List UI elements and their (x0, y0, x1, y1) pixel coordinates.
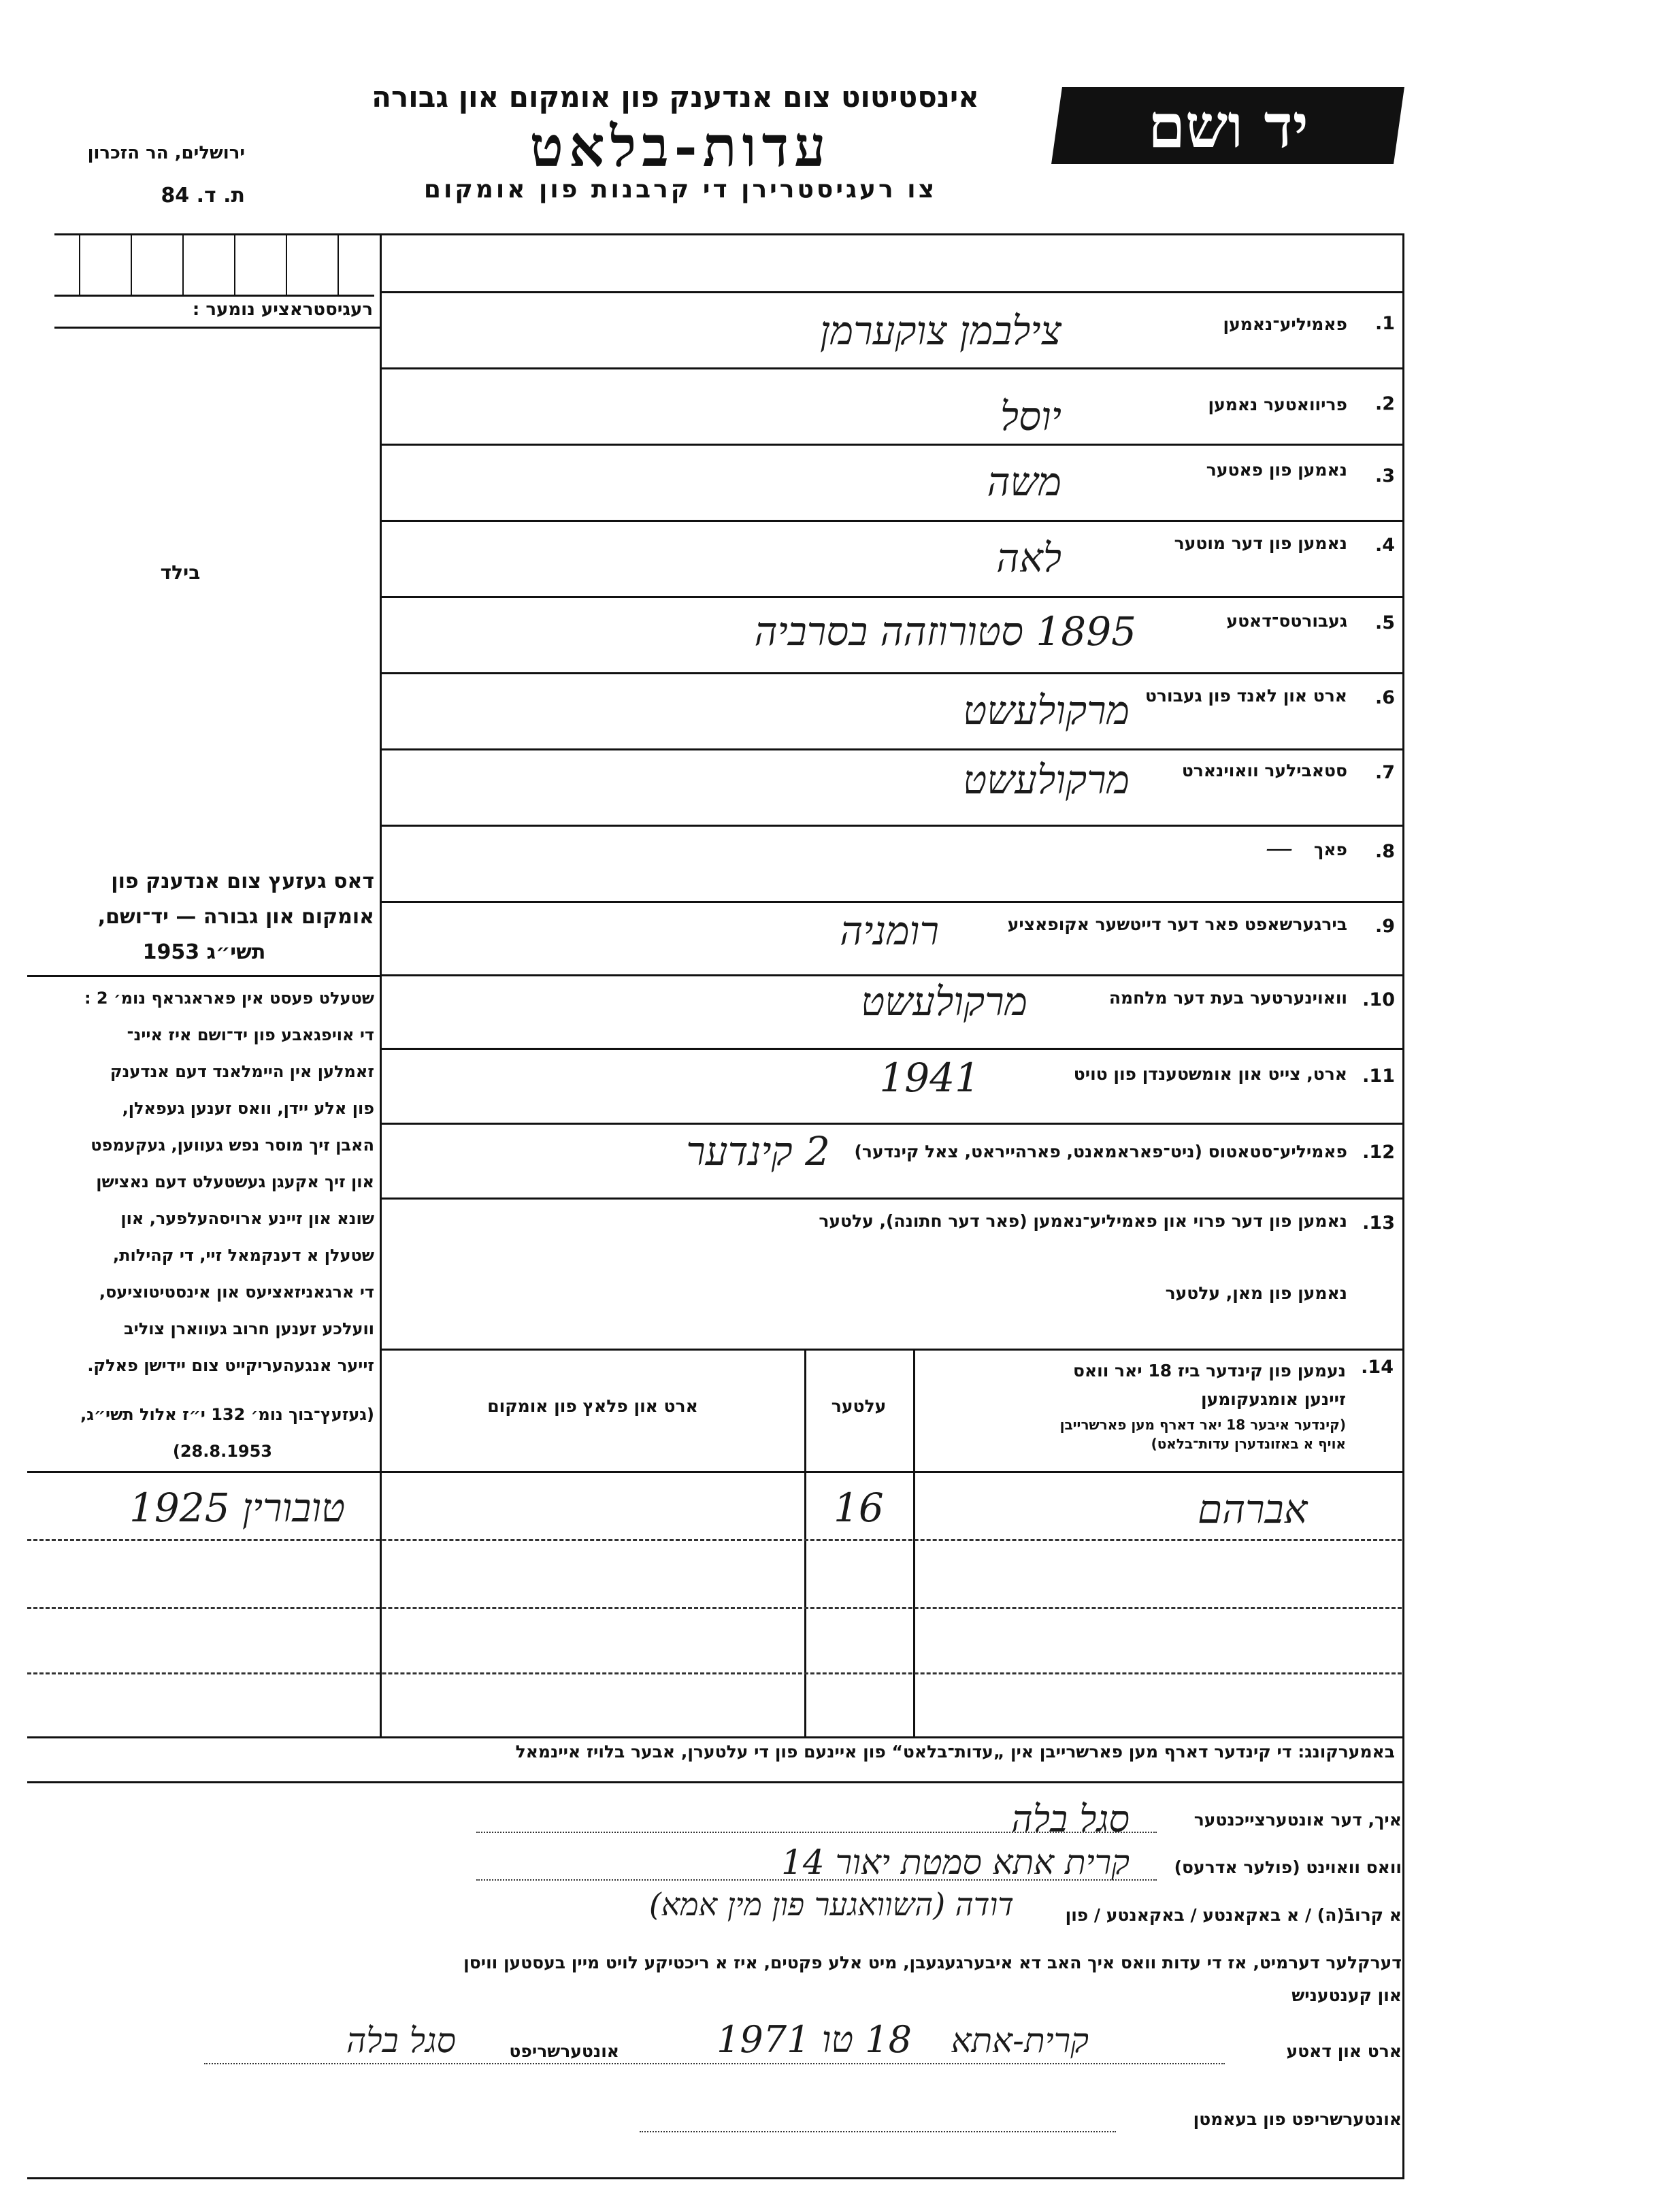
logo-text: יד ושם (1148, 90, 1308, 161)
field-row-9 (381, 902, 1402, 976)
field-row-12 (381, 1124, 1402, 1197)
field-label: נאמען פון פאטער (1206, 460, 1347, 480)
law-title (34, 864, 374, 970)
remark-bottom-line (27, 1781, 1403, 1783)
field-row-3 (381, 445, 1402, 518)
field-value: מרקולעשט (963, 757, 1130, 803)
law-divider (27, 975, 380, 977)
witness-relation-value: דודה (השוואגער פון מין אמא) (648, 1886, 1014, 1923)
frame-bottom (27, 2177, 1404, 2179)
law-title-line-2: אומקום און גבורה — יד־ושם, (97, 905, 374, 929)
field-number: 8. (1374, 841, 1395, 862)
city-line: ירושלים, הר הזכרון (87, 143, 245, 163)
law-line: זאמלען אין היימלאנד דעם אנדענק (110, 1062, 374, 1081)
field-number: 1. (1374, 313, 1395, 334)
field-number: 11. (1362, 1066, 1395, 1087)
field-row-1 (381, 293, 1402, 366)
page-title: עדות-בלאט (529, 114, 831, 180)
field-value: יוסל (1000, 393, 1061, 440)
children-header-line (27, 1471, 1403, 1473)
field-label: פאמיליע־סטאטוס (ניט־פאראמאנט, פארהייראט, צאל קינדער) (854, 1142, 1347, 1161)
registration-label: רעגיסטראציע נומער : (192, 299, 373, 320)
children-row (27, 1474, 1402, 1549)
child-age: 16 (834, 1485, 884, 1531)
field-value: רומניה (840, 908, 939, 954)
field-number: 4. (1374, 535, 1395, 556)
field-label: געבורטס־דאטע (1226, 611, 1347, 631)
child-extra: טובורין 1925 (129, 1485, 346, 1531)
field-value: משה (987, 459, 1061, 505)
photo-label: בילד (160, 561, 201, 584)
law-line: שטעלט פעסט אין פאראגראף נומ׳ 2 : (84, 989, 374, 1008)
field-row-11 (381, 1049, 1402, 1123)
field-label: ארט, צייט און אומשטענדן פון טויט (1073, 1064, 1347, 1084)
page-subtitle: צו רעגיסטרירן די קרבנות פון אומקום (423, 176, 938, 203)
field-value: מרקולעשט (963, 687, 1130, 733)
field-number: 2. (1374, 393, 1395, 414)
field-label: פאך (1313, 840, 1347, 859)
registration-boxes (54, 233, 374, 297)
field-label: נאמען פון דער מוטער (1174, 533, 1347, 553)
child-name: אברהם (1198, 1486, 1308, 1532)
witness-name-line (476, 1832, 1157, 1833)
children-label (1073, 1357, 1346, 1414)
col-header-place: ארט און פלאץ פון אומקום (487, 1396, 698, 1416)
field-value: 1941 (879, 1055, 980, 1101)
field-label: פריוואטער נאמען (1208, 395, 1347, 414)
field-label: בירגערשאפט פאר דער דייטשער אקופאציע (1007, 914, 1347, 934)
field-label: סטאבילער וואוינארט (1181, 761, 1347, 780)
law-footnote: (געזעץ־בוך נומ׳ 132 י״ז אלול תשי״ג, (80, 1405, 374, 1424)
field-label: וואוינערטער בעת דער מלחמה (1108, 988, 1347, 1008)
field-label: נאמען פון דער פרוי און פאמיליע־נאמען (פאר דער חתונה), עלטער (819, 1211, 1347, 1231)
institute-line: אינסטיטוט צום אנדענק פון אומקום און גבורה (372, 80, 979, 114)
law-line: זייער אנגעהעריקייט צום יידישן פאלק. (87, 1356, 374, 1375)
field-number: 12. (1362, 1142, 1395, 1163)
registration-divider (54, 327, 380, 329)
col-header-age: עלטער (831, 1396, 887, 1416)
field-value: 1895 סטורוזהה בסרביה (754, 608, 1136, 655)
field-label: ארט און לאנד פון געבורט (1144, 686, 1347, 706)
law-line: און זיך אקעגן געשטעלט דעם נאצישן (96, 1172, 374, 1191)
declaration-line-1: דערקלער דערמיט, אז די עדות וואס איך האב דא איבערגעגעבן, מיט אלע פקטים, איז א ריכטיקע לויט מיין בעסטען וויסן (463, 1953, 1402, 1972)
witness-address-label: וואס וואוינט (פולער אדרעס) (1174, 1857, 1402, 1877)
law-title-line-3: תשי״ג 1953 (142, 940, 266, 964)
place-date-line (204, 2063, 1225, 2064)
field-number: 6. (1374, 687, 1395, 708)
official-signature-line (640, 2131, 1116, 2132)
witness-name-label: איך, דער אונטערצייכנטער (1193, 1810, 1402, 1830)
field-value: צילבמן צוקערמן (819, 308, 1061, 354)
law-line: פון אלע יידן, וואס זענען געפאלן, (122, 1099, 374, 1118)
law-text (20, 980, 374, 1470)
field-row-2 (381, 369, 1402, 442)
children-number: 14. (1361, 1357, 1394, 1378)
place-date-label: ארט און דאטע (1286, 2041, 1402, 2061)
children-note-line: אויף א באזונדערן עדות־בלאט) (1151, 1436, 1346, 1452)
signature-value: סגל בלה (346, 2021, 456, 2060)
law-line: שטעלן א דענקמאל זיי, די קהילות, (112, 1246, 374, 1265)
children-row-line (27, 1672, 1402, 1674)
field-value: — (1266, 833, 1293, 864)
children-note (1060, 1415, 1346, 1453)
field-row-7 (381, 750, 1402, 823)
witness-relation-label: א קרובֿ(ה) / א באקאנטע / באקאנטע / פון (1065, 1905, 1402, 1925)
field-13b-label: נאמען פון מאן, עלטער (1165, 1283, 1347, 1303)
field-value: מרקולעשט (861, 978, 1027, 1025)
law-line: די ארגאניזאציעס און אינסטיטוציעס, (99, 1283, 374, 1302)
official-signature-label: אונטערשריפט פון בעאמטן (1193, 2109, 1402, 2129)
children-label-line: נעמען פון קינדער ביז 18 יאר וואס (1072, 1361, 1346, 1381)
children-top-line (381, 1349, 1403, 1351)
law-line: וועלכע זענען חרוב געווארן צוליב (124, 1319, 374, 1338)
field-row-10 (381, 976, 1402, 1049)
place-date-value: קרית-אתא (951, 2021, 1089, 2060)
field-number: 5. (1374, 612, 1395, 633)
field-row-6 (381, 674, 1402, 747)
children-header (916, 1354, 1400, 1470)
signature-label: אונטערשריפט (509, 2041, 619, 2061)
children-note-line: (קינדער איבער 18 יאר דארף מען פארשרייבן (1059, 1417, 1346, 1433)
law-line: שונא און זיינע ארויסהעלפער, און (120, 1209, 374, 1228)
field-number: 7. (1374, 762, 1395, 783)
law-line: די אויפגאבע פון יד־ושם איז איינ־ (127, 1025, 374, 1044)
field-row-8 (381, 826, 1402, 899)
witness-name-value: סגל בלה (1011, 1798, 1130, 1840)
field-value: לאה (996, 535, 1061, 581)
children-row-line (27, 1607, 1402, 1609)
field-row-13 (381, 1199, 1402, 1349)
field-value: 2 קינדער (686, 1128, 830, 1174)
field-number: 9. (1374, 916, 1395, 937)
children-row-line (27, 1539, 1402, 1541)
remark-text: באמערקונג: די קינדער דארף מען פארשרייבן אין „עדות־בלאט“ פון איינעם פון די עלטערן, אבער בלויז איינמאל (515, 1742, 1395, 1762)
field-label: פאמיליע־נאמען (1223, 314, 1347, 334)
frame-right (1402, 233, 1404, 2179)
field-number: 10. (1362, 989, 1395, 1010)
witness-address-line (476, 1879, 1157, 1881)
law-line: האבן זיך מוסר נפש געווען, געקעמפט (90, 1136, 374, 1155)
remark-top-line (27, 1736, 1403, 1738)
po-box: ת. ד. 84 (161, 184, 245, 208)
law-title-line-1: דאס געזעץ צום אנדענק פון (111, 870, 374, 893)
date-value: 18 טו 1971 (717, 2018, 912, 2061)
children-label-line: זיינען אומגעקומען (1200, 1389, 1346, 1409)
witness-address-value: קרית אתא סמטת יאור 14 (781, 1843, 1130, 1882)
law-date: 28.8.1953) (172, 1442, 272, 1461)
field-number: 3. (1374, 465, 1395, 486)
declaration-line-2: און קענטעניש (1291, 1985, 1402, 2005)
witness-section (27, 1784, 1402, 2175)
field-number: 13. (1362, 1212, 1395, 1234)
field-row-4 (381, 521, 1402, 595)
field-row-5 (381, 597, 1402, 671)
